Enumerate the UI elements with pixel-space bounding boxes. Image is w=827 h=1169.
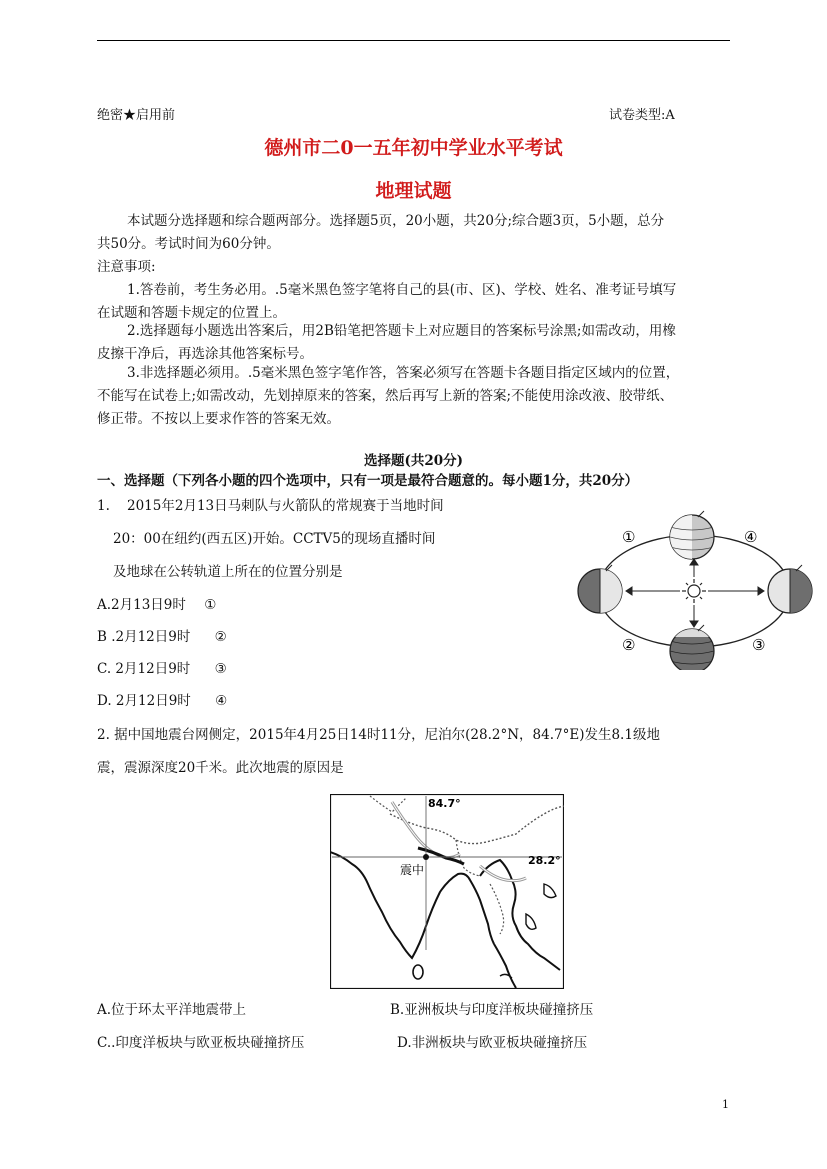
notice-item-3c: 修正带。不按以上要求作答的答案无效。 bbox=[97, 411, 340, 427]
notice-item-3a: 3.非选择题必须用。.5毫米黑色签字笔作答，答案必须写在答题卡各题目指定区域内的位置， bbox=[127, 365, 680, 381]
q1-option-a[interactable] bbox=[97, 594, 216, 617]
notice-item-1a: 1.答卷前，考生务必用。.5毫米黑色签字笔将自己的县(市、区)、学校、姓名、准考证号填写 bbox=[127, 282, 677, 298]
section-instruction: 一、选择题（下列各小题的四个选项中，只有一项是最符合题意的。每小题1分，共20分） bbox=[97, 473, 639, 489]
q1-option-c[interactable] bbox=[97, 658, 227, 681]
orbit-position-3: ③ bbox=[752, 636, 766, 654]
notice-item-3b: 不能写在试卷上;如需改动，先划掉原来的答案，然后再写上新的答案;不能使用涂改液、胶带纸、 bbox=[97, 388, 674, 404]
earth-position-left bbox=[578, 565, 622, 613]
q2-stem-line-2: 震，震源深度20千米。此次地震的原因是 bbox=[97, 760, 344, 776]
exam-subtitle: 地理试题 bbox=[375, 180, 452, 202]
q1-option-b-mark: ② bbox=[214, 629, 227, 645]
notice-item-2a: 2.选择题每小题选出答案后，用2B铅笔把答题卡上对应题目的答案标号涂黑;如需改动，用橡 bbox=[127, 323, 676, 339]
q2-option-c[interactable]: C..印度洋板块与欧亚板块碰撞挤压 bbox=[97, 1035, 305, 1051]
earth-orbit-diagram bbox=[574, 505, 820, 670]
q1-option-c-label: C. 2月12日9时 bbox=[97, 661, 191, 677]
q1-stem-line-2: 20：00在纽约(西五区)开始。CCTV5的现场直播时间 bbox=[113, 531, 436, 547]
q1-stem-line-1: 2015年2月13日马刺队与火箭队的常规赛于当地时间 bbox=[127, 498, 444, 514]
q2-stem-line-1: 2. 据中国地震台网侧定，2015年4月25日14时11分，尼泊尔(28.2°N，84.7°E)发生8.1级地 bbox=[97, 727, 660, 743]
nepal-earthquake-map bbox=[330, 794, 564, 989]
epicenter-marker bbox=[423, 854, 429, 860]
q1-option-c-mark: ③ bbox=[214, 661, 227, 677]
notice-item-1b: 在试题和答题卡规定的位置上。 bbox=[97, 305, 286, 321]
orbit-position-1: ① bbox=[622, 528, 636, 546]
earth-position-bottom bbox=[670, 625, 714, 670]
earth-position-top bbox=[670, 511, 714, 559]
earth-position-right bbox=[768, 565, 812, 613]
header-rule bbox=[97, 40, 730, 41]
orbit-position-2: ② bbox=[622, 636, 636, 654]
q1-option-d-mark: ④ bbox=[215, 693, 228, 709]
notice-item-2b: 皮擦干净后，再选涂其他答案标号。 bbox=[97, 346, 313, 362]
q1-option-b[interactable] bbox=[97, 626, 227, 649]
q1-number: 1. bbox=[97, 498, 110, 514]
sun-icon bbox=[682, 579, 706, 603]
notice-heading: 注意事项: bbox=[97, 259, 156, 275]
section-heading: 选择题(共20分) bbox=[363, 453, 464, 469]
q2-option-b[interactable]: B.亚洲板块与印度洋板块碰撞挤压 bbox=[390, 1002, 594, 1018]
epicenter-label: 震中 bbox=[400, 863, 425, 877]
exam-title: 德州市二0一五年初中学业水平考试 bbox=[264, 137, 563, 159]
longitude-label: 84.7° bbox=[428, 797, 461, 810]
q1-stem-line-3: 及地球在公转轨道上所在的位置分别是 bbox=[113, 564, 343, 580]
confidential-label: 绝密★启用前 bbox=[97, 108, 176, 123]
orbit-position-4: ④ bbox=[744, 528, 758, 546]
q1-option-a-mark: ① bbox=[204, 597, 217, 613]
q2-option-d[interactable]: D.非洲板块与欧亚板块碰撞挤压 bbox=[397, 1035, 588, 1051]
latitude-label: 28.2° bbox=[528, 854, 561, 867]
page-number: 1 bbox=[722, 1098, 729, 1111]
intro-line-1: 本试题分选择题和综合题两部分。选择题5页，20小题，共20分;综合题3页，5小题，总分 bbox=[127, 213, 665, 229]
intro-line-2: 共50分。考试时间为60分钟。 bbox=[97, 236, 280, 252]
q1-option-d-label: D. 2月12日9时 bbox=[97, 693, 191, 709]
paper-type-label: 试卷类型:A bbox=[609, 108, 675, 123]
q1-option-a-label: A.2月13日9时 bbox=[97, 597, 186, 613]
q2-option-a[interactable]: A.位于环太平洋地震带上 bbox=[97, 1002, 247, 1018]
q1-option-b-label: B .2月12日9时 bbox=[97, 629, 191, 645]
q1-option-d[interactable] bbox=[97, 690, 227, 713]
